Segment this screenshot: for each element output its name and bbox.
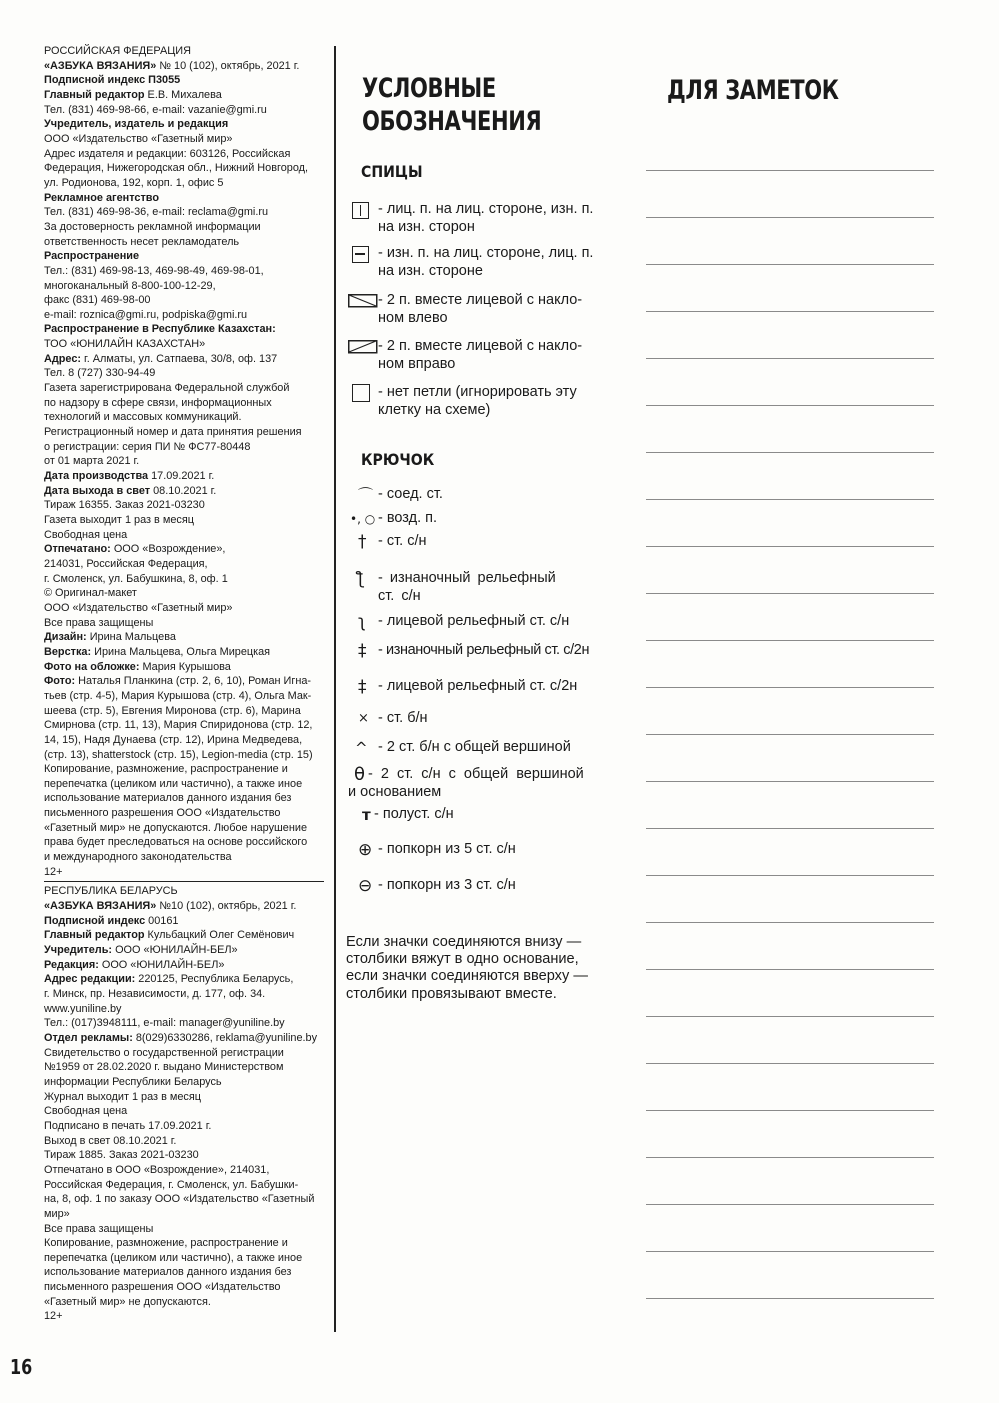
imprint-text: Газета зарегистрирована Федеральной службой [44, 382, 290, 395]
imprint-text: РЕСПУБЛИКА БЕЛАРУСЬ [44, 885, 178, 898]
imprint-label: Подписной индекс [44, 914, 146, 927]
imprint-label: Фото на обложке: [44, 660, 140, 673]
imprint-text: Ирина Мальцева [86, 631, 176, 644]
back-post-tr-icon: ‡ [358, 641, 367, 661]
ruled-line [646, 1016, 934, 1017]
imprint-column [44, 44, 328, 1324]
imprint-line [44, 425, 328, 440]
imprint-line [44, 498, 328, 513]
imprint-line [44, 293, 328, 308]
legend-text: - лицевой рельефный ст. с/н [378, 613, 570, 629]
imprint-text: Ирина Мальцева, Ольга Мирецкая [91, 645, 271, 658]
imprint-line [44, 1192, 328, 1207]
imprint-text: №1959 от 28.02.2020 г. выдано Министерством [44, 1061, 284, 1074]
box-slant-right-icon [348, 340, 378, 354]
imprint-label: Главный редактор [44, 88, 145, 101]
imprint-text: ООО «ЮНИЛАЙН-БЕЛ» [98, 958, 225, 971]
double-crochet-icon: † [358, 532, 367, 552]
legend-text: - 2 п. вместе лицевой с накло- [378, 292, 583, 308]
imprint-text: Мария Курышова [139, 660, 231, 673]
imprint-text: Тел.: (831) 469-98-13, 469-98-49, 469-98-01, [44, 264, 264, 277]
imprint-line [44, 132, 328, 147]
ruled-line [646, 1298, 934, 1299]
imprint-line [44, 1251, 328, 1266]
imprint-line [44, 689, 328, 704]
imprint-text: Смирнова (стр. 11, 13), Мария Спиридонова (стр. 12, [44, 719, 313, 732]
legend-text: - изнаночный рельефный [378, 570, 556, 586]
imprint-line [44, 850, 328, 865]
legend-text: - 2 ст. б/н с общей вершиной [378, 739, 571, 755]
imprint-text: «Газетный мир» не допускаются. [44, 1295, 211, 1308]
imprint-text: Свидетельство о государственной регистрации [44, 1046, 284, 1059]
imprint-text: Свободная цена [44, 1105, 128, 1118]
imprint-line [44, 645, 328, 660]
legend-text: - 2 п. вместе лицевой с накло- [378, 338, 583, 354]
imprint-text: Кульбацкий Олег Семёнович [144, 929, 295, 942]
imprint-label: Редакция: [44, 958, 99, 971]
imprint-line [44, 1060, 328, 1075]
imprint-line [44, 616, 328, 631]
imprint-text: Тираж 1885. Заказ 2021-03230 [44, 1149, 199, 1162]
imprint-text: факс (831) 469-98-00 [44, 294, 151, 307]
imprint-text: ответственность несет рекламодатель [44, 235, 240, 248]
imprint-line [44, 1265, 328, 1280]
imprint-line [44, 958, 328, 973]
imprint-text: Федерация, Нижегородская обл., Нижний Новгород, [44, 162, 309, 175]
imprint-text: www.yuniline.by [44, 1002, 122, 1015]
imprint-text: г. Смоленск, ул. Бабушкина, 8, оф. 1 [44, 572, 228, 585]
imprint-line [44, 396, 328, 411]
ruled-line [646, 1157, 934, 1158]
imprint-text: от 01 марта 2021 г. [44, 455, 140, 468]
imprint-line [44, 1236, 328, 1251]
imprint-text: письменного разрешения ООО «Издательство [44, 807, 281, 820]
imprint-line [44, 733, 328, 748]
imprint-text: о регистрации: серия ПИ № ФС77-80448 [44, 440, 251, 453]
imprint-text: Е.В. Михалева [144, 88, 222, 101]
imprint-label: Отдел рекламы: [44, 1031, 133, 1044]
crochet-legend [348, 485, 638, 905]
imprint-line [44, 1046, 328, 1061]
imprint-line [44, 73, 328, 88]
imprint-line [44, 220, 328, 235]
imprint-text: Выход в свет 08.10.2021 г. [44, 1134, 177, 1147]
ruled-line [646, 875, 934, 876]
imprint-line [44, 279, 328, 294]
imprint-line [44, 147, 328, 162]
imprint-text: © Оригинал-макет [44, 587, 137, 600]
imprint-line [44, 821, 328, 836]
imprint-label: Рекламное агентство [44, 191, 159, 204]
imprint-line [44, 235, 328, 250]
front-post-dc-icon: ʅ [358, 612, 366, 632]
imprint-line [44, 308, 328, 323]
imprint-line [44, 777, 328, 792]
legend-text: - ст. с/н [378, 533, 427, 549]
box-slant-left-icon [348, 294, 378, 308]
imprint-line [44, 762, 328, 777]
column-divider [334, 46, 336, 1332]
imprint-label: «АЗБУКА ВЯЗАНИЯ» [44, 59, 157, 72]
ruled-line [646, 640, 934, 641]
imprint-text: тьев (стр. 4-5), Мария Курышова (стр. 4), Ольга Мак- [44, 689, 312, 702]
imprint-line [44, 914, 328, 929]
imprint-line [44, 264, 328, 279]
sc2tog-icon: ^ [355, 739, 368, 757]
ruled-line [646, 311, 934, 312]
imprint-text: 220125, Республика Беларусь, [135, 973, 294, 986]
imprint-text: e-mail: roznica@gmi.ru, podpiska@gmi.ru [44, 308, 248, 321]
imprint-line [44, 161, 328, 176]
legend-text: - нет петли (игнорировать эту [378, 384, 577, 400]
imprint-text: использование материалов данного издания без [44, 1266, 292, 1279]
imprint-text: письменного разрешения ООО «Издательство [44, 1281, 281, 1294]
knit-heading: СПИЦЫ [361, 162, 423, 181]
imprint-text: 00161 [145, 914, 179, 927]
imprint-label: Учредитель: [44, 944, 113, 957]
imprint-text: Копирование, размножение, распространение и [44, 763, 288, 776]
imprint-text: ООО «Издательство «Газетный мир» [44, 601, 233, 614]
ruled-line [646, 828, 934, 829]
imprint-text: перепечатка (целиком или частично), а также иное [44, 1251, 303, 1264]
imprint-text: Копирование, размножение, распространение и [44, 1237, 288, 1250]
legend-text: на изн. сторон [378, 219, 475, 235]
imprint-text: Тел. (831) 469-98-66, e-mail: vazanie@gmi.ru [44, 103, 267, 116]
imprint-text: и международного законодательства [44, 851, 232, 864]
imprint-line [44, 1280, 328, 1295]
imprint-line [44, 630, 328, 645]
crochet-heading: КРЮЧОК [361, 450, 435, 469]
imprint-text: Регистрационный номер и дата принятия решения [44, 426, 302, 439]
legend-text: ст. с/н [378, 588, 421, 604]
imprint-line [44, 1002, 328, 1017]
imprint-line [44, 440, 328, 455]
imprint-line [44, 748, 328, 763]
legend-text: на изн. стороне [378, 263, 483, 279]
imprint-line [44, 1090, 328, 1105]
imprint-label: Дата производства [44, 470, 149, 483]
legend-text: - лицевой рельефный ст. с/2н [378, 678, 578, 694]
imprint-text: №10 (102), октябрь, 2021 г. [156, 900, 297, 913]
single-crochet-icon: × [358, 711, 369, 726]
imprint-text: ООО «Издательство «Газетный мир» [44, 132, 233, 145]
imprint-line [44, 987, 328, 1002]
imprint-line [44, 352, 328, 367]
imprint-text: 14, 15), Надя Дунаева (стр. 12), Ирина Медведева, [44, 733, 303, 746]
imprint-text: ТОО «ЮНИЛАЙН КАЗАХСТАН» [44, 338, 206, 351]
imprint-line [44, 88, 328, 103]
imprint-text: № 10 (102), октябрь, 2021 г. [156, 59, 300, 72]
ruled-line [646, 452, 934, 453]
imprint-text: ООО «Возрождение», [110, 543, 226, 556]
imprint-label: Верстка: [44, 645, 92, 658]
legend-text: и основанием [348, 784, 442, 800]
ruled-line [646, 1110, 934, 1111]
imprint-line [44, 718, 328, 733]
ruled-line [646, 734, 934, 735]
legend-title-line2: ОБОЗНАЧЕНИЯ [362, 106, 542, 137]
front-post-tr-icon: ‡ [358, 677, 367, 697]
imprint-line [44, 572, 328, 587]
imprint-text: перепечатка (целиком или частично), а также иное [44, 777, 303, 790]
imprint-line [44, 484, 328, 499]
ruled-line [646, 264, 934, 265]
imprint-line [44, 972, 328, 987]
imprint-line [44, 1031, 328, 1046]
legend-text: - лиц. п. на лиц. стороне, изн. п. [378, 201, 594, 217]
imprint-line [44, 1163, 328, 1178]
ruled-line [646, 593, 934, 594]
legend-text: клетку на схеме) [378, 402, 491, 418]
imprint-line [44, 586, 328, 601]
imprint-line [44, 884, 328, 899]
imprint-text: по надзору в сфере связи, информационных [44, 396, 272, 409]
ruled-line [646, 170, 934, 171]
imprint-text: информации Республики Беларусь [44, 1075, 222, 1088]
imprint-text: технологий и массовых коммуникаций. [44, 411, 242, 424]
imprint-label: Отпечатано: [44, 543, 111, 556]
imprint-line [44, 1295, 328, 1310]
imprint-text: 8(029)6330286, reklama@yuniline.by [132, 1031, 318, 1044]
imprint-line [44, 1207, 328, 1222]
legend-text: - изн. п. на лиц. стороне, лиц. п. [378, 245, 594, 261]
imprint-text: мир» [44, 1207, 70, 1220]
imprint-text: РОССИЙСКАЯ ФЕДЕРАЦИЯ [44, 45, 191, 57]
imprint-line [44, 249, 328, 264]
imprint-line [44, 928, 328, 943]
empty-box-icon [352, 384, 370, 402]
imprint-text: Свободная цена [44, 528, 128, 541]
imprint-label: Подписной индекс П3055 [44, 74, 181, 87]
imprint-text: г. Алматы, ул. Сатпаева, 30/8, оф. 137 [81, 352, 278, 365]
imprint-label: Распространение [44, 250, 140, 263]
imprint-text: шеева (стр. 5), Евгения Миронова (стр. 6), Марина [44, 704, 301, 717]
imprint-line [44, 381, 328, 396]
imprint-line [44, 205, 328, 220]
imprint-text: Тел. (831) 469-98-36, e-mail: reclama@gmi.ru [44, 206, 269, 219]
imprint-text: «Газетный мир» не допускаются. Любое нарушение [44, 821, 308, 834]
legend-text: - соед. ст. [378, 486, 443, 502]
imprint-line [44, 528, 328, 543]
imprint-text: 12+ [44, 1310, 63, 1323]
imprint-line [44, 660, 328, 675]
imprint-line [44, 1178, 328, 1193]
imprint-line [44, 103, 328, 118]
imprint-text: 12+ [44, 865, 63, 878]
imprint-text: на, 8, оф. 1 по заказу ООО «Издательство «Газетный [44, 1193, 315, 1206]
imprint-label: Адрес: [44, 352, 82, 365]
imprint-line [44, 1148, 328, 1163]
imprint-line [44, 601, 328, 616]
imprint-text: Тел.: (017)3948111, e-mail: manager@yuniline.by [44, 1017, 285, 1030]
notes-title: ДЛЯ ЗАМЕТОК [667, 75, 839, 106]
back-post-dc-icon: ƪ [358, 569, 364, 589]
page-number: 16 [10, 1355, 33, 1379]
imprint-line [44, 1134, 328, 1149]
box-horizontal-bar-icon [352, 246, 369, 263]
imprint-text: многоканальный 8-800-100-12-29, [44, 279, 216, 292]
legend-note [346, 934, 608, 1003]
imprint-line [44, 542, 328, 557]
ruled-line [646, 499, 934, 500]
imprint-text: Подписано в печать 17.09.2021 г. [44, 1119, 212, 1132]
imprint-label: «АЗБУКА ВЯЗАНИЯ» [44, 900, 157, 913]
legend-text: - попкорн из 5 ст. с/н [378, 841, 516, 857]
imprint-label: Адрес редакции: [44, 973, 136, 986]
dc-cluster-icon: θ [354, 764, 366, 785]
imprint-label: Фото: [44, 675, 76, 688]
ruled-line [646, 546, 934, 547]
note-line: Если значки соединяются внизу — [346, 934, 582, 950]
imprint-line [44, 943, 328, 958]
imprint-text: Тел. 8 (727) 330-94-49 [44, 367, 156, 380]
legend-text: ном влево [378, 310, 448, 326]
imprint-text: 08.10.2021 г. [150, 484, 217, 497]
legend-title-line1: УСЛОВНЫЕ [362, 73, 496, 104]
ruled-line [646, 781, 934, 782]
legend-text: - 2 ст. с/н с общей вершиной [368, 766, 584, 782]
imprint-line [44, 674, 328, 689]
imprint-text: г. Минск, пр. Независимости, д. 177, оф. 34. [44, 988, 266, 1000]
imprint-text: Газета выходит 1 раз в месяц [44, 514, 194, 526]
imprint-line [44, 117, 328, 132]
legend-text: - изнаночный рельефный ст. с/2н [378, 642, 590, 658]
imprint-text: (стр. 13), shatterstock (стр. 15), Legion-media (стр. 15) [44, 748, 313, 761]
imprint-text: Отпечатано в ООО «Возрождение», 214031, [44, 1163, 270, 1176]
imprint-text: Адрес издателя и редакции: 603126, Российская [44, 147, 291, 160]
imprint-line [44, 1016, 328, 1031]
legend-text: ном вправо [378, 356, 456, 372]
ruled-line [646, 969, 934, 970]
imprint-label: Дата выхода в свет [44, 484, 151, 497]
imprint-divider [44, 881, 324, 882]
note-line: столбики вяжут в одно основание, [346, 951, 579, 968]
imprint-text: права будет преследоваться на основе российского [44, 836, 308, 849]
imprint-line [44, 469, 328, 484]
imprint-line [44, 835, 328, 850]
imprint-text: Все права защищены [44, 616, 154, 629]
imprint-line [44, 557, 328, 572]
note-line: столбики провязывают вместе. [346, 985, 557, 1002]
imprint-line [44, 791, 328, 806]
ruled-line [646, 405, 934, 406]
slip-stitch-icon: ⌒ [358, 486, 374, 504]
imprint-text: Тираж 16355. Заказ 2021-03230 [44, 499, 205, 512]
imprint-text: использование материалов данного издания без [44, 792, 292, 805]
ruled-line [646, 1251, 934, 1252]
imprint-label: Дизайн: [44, 631, 87, 644]
imprint-line [44, 454, 328, 469]
imprint-line [44, 1309, 328, 1324]
ruled-line [646, 1204, 934, 1205]
imprint-line [44, 59, 328, 74]
imprint-text: 17.09.2021 г. [148, 470, 215, 483]
ruled-line [646, 358, 934, 359]
ruled-line [646, 922, 934, 923]
imprint-line [44, 865, 328, 880]
imprint-line [44, 44, 328, 59]
popcorn-5-icon: ⊕ [358, 840, 373, 860]
legend-text: - ст. б/н [378, 710, 428, 726]
ruled-line [646, 217, 934, 218]
imprint-line [44, 410, 328, 425]
imprint-line [44, 899, 328, 914]
imprint-text: Наталья Планкина (стр. 2, 6, 10), Роман Игна- [75, 675, 312, 688]
imprint-belarus [44, 884, 328, 1324]
knit-legend [348, 200, 638, 430]
imprint-text: ул. Родионова, 192, корп. 1, офис 5 [44, 176, 224, 189]
popcorn-3-icon: ⊖ [358, 876, 373, 896]
imprint-text: ООО «ЮНИЛАЙН-БЕЛ» [112, 944, 238, 957]
legend-title [362, 72, 541, 138]
imprint-line [44, 337, 328, 352]
ruled-line [646, 687, 934, 688]
imprint-label: Учредитель, издатель и редакция [44, 118, 229, 131]
imprint-line [44, 1222, 328, 1237]
chain-stitch-icon: •, ○ [350, 512, 376, 526]
imprint-line [44, 704, 328, 719]
imprint-line [44, 176, 328, 191]
imprint-text: 214031, Российская Федерация, [44, 557, 208, 570]
imprint-line [44, 322, 328, 337]
imprint-line [44, 1075, 328, 1090]
imprint-line [44, 1104, 328, 1119]
legend-text: - возд. п. [378, 510, 438, 526]
legend-text: - попкорн из 3 ст. с/н [378, 877, 516, 893]
box-vertical-bar-icon [352, 202, 369, 219]
imprint-label: Распространение в Республике Казахстан: [44, 323, 276, 336]
imprint-text: За достоверность рекламной информации [44, 220, 261, 233]
imprint-text: Все права защищены [44, 1222, 154, 1235]
imprint-line [44, 806, 328, 821]
imprint-line [44, 366, 328, 381]
imprint-line [44, 513, 328, 528]
imprint-line [44, 191, 328, 206]
note-line: если значки соединяются вверху — [346, 968, 588, 985]
half-double-crochet-icon: т [362, 806, 371, 824]
imprint-russia [44, 44, 328, 879]
ruled-line [646, 1063, 934, 1064]
imprint-line [44, 1119, 328, 1134]
legend-text: - полуст. с/н [374, 806, 454, 822]
imprint-label: Главный редактор [44, 929, 145, 942]
imprint-text: Журнал выходит 1 раз в месяц [44, 1090, 201, 1103]
imprint-text: Российская Федерация, г. Смоленск, ул. Бабушки- [44, 1178, 299, 1191]
